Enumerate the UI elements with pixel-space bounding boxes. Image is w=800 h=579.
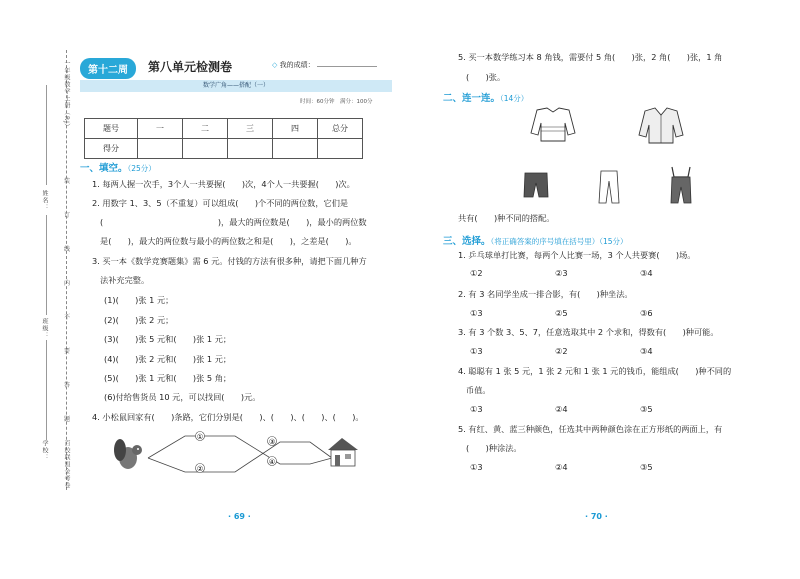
table-cell: 四 (273, 119, 318, 139)
page-number-right: · 70 · (585, 512, 608, 521)
cut-char: 答 (64, 382, 71, 389)
choice-option[interactable]: ①2 (470, 268, 483, 278)
cut-chars (64, 165, 72, 437)
question-3a: 3. 买一本《数学竞赛题集》需 6 元。付钱的方法有很多种，请把下面几种方 (92, 256, 367, 266)
time-meta: 时间：60分钟 满分：100分 (300, 99, 373, 105)
score-input[interactable] (318, 139, 363, 159)
score-table (84, 118, 363, 159)
overalls-icon (671, 167, 691, 203)
score-area (272, 60, 377, 70)
choice-option[interactable]: ①3 (470, 462, 483, 472)
sweater-icon (531, 108, 575, 141)
choice-question-2: 2. 有 3 名同学坐成一排合影，有( )种坐法。 (458, 289, 633, 299)
table-cell: 总分 (318, 119, 363, 139)
cut-char: 内 (64, 280, 71, 287)
choice-option[interactable]: ②2 (555, 346, 568, 356)
choice-question-5: 5. 有红、黄、蓝三种颜色，任选其中两种颜色涂在正方形纸的两面上，有 (458, 424, 723, 434)
class-label: 班级： (41, 318, 48, 339)
section1-title: 一、填空。 (80, 163, 128, 174)
table-cell: 一 (138, 119, 183, 139)
page-title: 第八单元检测卷 (148, 60, 233, 74)
section3-title: 三、选择。 (443, 236, 491, 247)
question-4: 4. 小松鼠回家有( )条路，它们分别是( )、( )、( )、( )。 (92, 412, 364, 422)
choice-option[interactable]: ③6 (640, 308, 653, 318)
choice-question-3: 3. 有 3 个数 3、5、7，任意选取其中 2 个求和，得数有( )种可能。 (458, 327, 719, 337)
choice-question-4b: 币值。 (466, 385, 491, 395)
table-cell: 题号 (85, 119, 138, 139)
cut-char: 订 (64, 212, 71, 219)
name-field[interactable] (46, 85, 47, 185)
question-3-opt: (5)( )张 1 元和( )张 5 角； (104, 373, 232, 383)
question-3-opt: (4)( )张 2 元和( )张 1 元； (104, 354, 232, 364)
choice-option[interactable]: ①3 (470, 346, 483, 356)
choice-opts-5 (470, 462, 653, 473)
choice-option[interactable]: ②3 (555, 268, 568, 278)
question-3-opt: (6)付给售货员 10 元，可以找回( )元。 (104, 392, 261, 402)
choice-option[interactable]: ①3 (470, 308, 483, 318)
question-3-opt: (2)( )张 2 元； (104, 315, 174, 325)
route-label-4: ④ (268, 458, 276, 466)
house-icon (328, 438, 358, 466)
question-2a: 2. 用数字 1、3、5（不重复）可以组成( )个不同的两位数，它们是 (92, 198, 349, 208)
book-label: 一年级数学上册（RJ） (63, 60, 70, 131)
choice-opts-3 (470, 346, 653, 357)
choice-question-4: 4. 聪聪有 1 张 5 元，1 张 2 元和 1 张 1 元的钱币，能组成( )种不同的 (458, 366, 732, 376)
choice-option[interactable]: ①3 (470, 404, 483, 414)
page-number-left: · 69 · (228, 512, 251, 521)
section2-heading (443, 90, 528, 104)
cut-char: 线 (64, 246, 71, 253)
cut-char: 要 (64, 348, 71, 355)
table-cell: 三 (228, 119, 273, 139)
class-field[interactable] (46, 215, 47, 315)
route-path (148, 436, 332, 464)
clothes-diagram (515, 105, 705, 205)
section2-points: （14分） (500, 94, 529, 103)
cut-char: 题 (64, 416, 71, 423)
choice-opts-4 (470, 404, 653, 415)
question-1: 1. 每两人握一次手，3个人一共要握( )次，4个人一共要握( )次。 (92, 179, 355, 189)
section2-title: 二、连一连。 (443, 93, 501, 104)
squirrel-icon (114, 439, 142, 469)
question-5a: 5. 买一本数学练习本 8 角钱，需要付 5 角( )张，2 角( )张，1 角 (458, 52, 723, 62)
section3-points: （将正确答案的序号填在括号里）（15分） (490, 237, 628, 246)
choice-option[interactable]: ③4 (640, 346, 653, 356)
table-cell: 得分 (85, 139, 138, 159)
subtitle-bar (80, 80, 392, 92)
score-input[interactable] (138, 139, 183, 159)
choice-option[interactable]: ②4 (555, 462, 568, 472)
choice-option[interactable]: ③4 (640, 268, 653, 278)
section1-heading (80, 160, 156, 174)
section2-answer: 共有( )种不同的搭配。 (458, 213, 555, 223)
score-field[interactable] (317, 66, 377, 67)
exam-label: 百校联盟金考卷 (63, 440, 70, 489)
choice-opts-1 (470, 268, 653, 279)
route-path (148, 442, 332, 472)
diamond-icon: ◇ (272, 61, 278, 69)
table-row (85, 119, 363, 139)
question-3-opt: (1)( )张 1 元； (104, 295, 174, 305)
cut-char: 装 (64, 178, 71, 185)
table-cell: 二 (183, 119, 228, 139)
score-input[interactable] (228, 139, 273, 159)
choice-question-1: 1. 乒乓球单打比赛，每两个人比赛一场，3 个人共要赛( )场。 (458, 250, 696, 260)
choice-option[interactable]: ③5 (640, 404, 653, 414)
question-3b: 法补充完整。 (100, 275, 150, 285)
jacket-icon (639, 108, 683, 143)
subtitle: 数学广角——搭配（一） (202, 82, 269, 89)
score-input[interactable] (273, 139, 318, 159)
shorts-icon (524, 173, 548, 197)
table-row (85, 139, 363, 159)
school-label: 学校： (41, 440, 48, 461)
score-label: 我的成绩： (279, 61, 315, 69)
section1-points: （25分） (127, 164, 156, 173)
question-2c: 是( )，最大的两位数与最小的两位数之和是( )，之差是( )。 (100, 236, 357, 246)
choice-option[interactable]: ②5 (555, 308, 568, 318)
route-diagram (110, 428, 360, 476)
question-2b: ( )，最大的两位数是( )，最小的两位数 (100, 217, 367, 227)
week-badge: 第十二周 (80, 58, 136, 79)
question-5b: ( )张。 (466, 72, 506, 82)
name-label: 姓名： (41, 190, 48, 211)
route-label-2: ② (196, 465, 204, 473)
route-label-1: ① (196, 433, 204, 441)
score-input[interactable] (183, 139, 228, 159)
section3-heading (443, 233, 628, 247)
choice-opts-2 (470, 308, 653, 319)
pants-icon (599, 171, 619, 203)
route-label-3: ③ (268, 438, 276, 446)
choice-option[interactable]: ②4 (555, 404, 568, 414)
choice-question-5b: ( )种涂法。 (466, 443, 522, 453)
question-3-opt: (3)( )张 5 元和( )张 1 元； (104, 334, 232, 344)
choice-option[interactable]: ③5 (640, 462, 653, 472)
school-field[interactable] (46, 340, 47, 440)
cut-char: 不 (64, 314, 71, 321)
